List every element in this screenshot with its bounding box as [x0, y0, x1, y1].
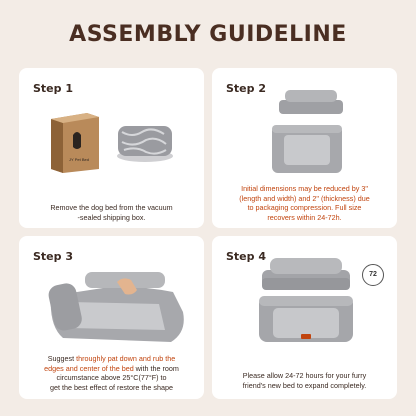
step-2-caption-line: (length and width) and 2" (thickness) due	[239, 193, 370, 203]
step-3-caption	[27, 354, 196, 392]
vacuum-sealed-bed-illustration	[114, 120, 176, 164]
step-1-caption-line: Remove the dog bed from the vacuum	[50, 203, 173, 212]
step-3-caption-line	[27, 364, 196, 374]
step-2-caption-line: recovers within 24-72h.	[267, 212, 342, 222]
step-3-caption-line	[27, 354, 196, 364]
timer-72h-icon: 72	[362, 264, 384, 286]
box-brand-text: JY Pet Bed	[69, 157, 89, 162]
step-3-caption-highlight: edges and center of the bed	[44, 363, 134, 373]
step-3-caption-text: with the room	[133, 363, 179, 373]
step-3-caption-text: Suggest	[47, 354, 77, 363]
expanded-bed-illustration	[270, 123, 344, 175]
step-3-caption-line: get the best effect of restore the shape	[50, 382, 173, 392]
bed-top-view-illustration	[257, 294, 355, 344]
step-4-caption-line: friend's new bed to expand completely.	[242, 380, 367, 390]
step-4-label: Step 4	[226, 250, 266, 263]
step-2-label: Step 2	[226, 82, 266, 95]
step-1-caption	[27, 203, 196, 222]
step-3-caption-line: circumstance above 25°C(77°F) to	[56, 373, 167, 383]
step-3-card	[19, 236, 204, 399]
step-4-card	[212, 236, 397, 399]
step-3-label: Step 3	[33, 250, 73, 263]
step-2-card	[212, 68, 397, 228]
step-2-caption	[220, 184, 389, 222]
step-3-caption-highlight: throughly pat down and rub the	[76, 354, 176, 363]
page-title: ASSEMBLY GUIDELINE	[69, 22, 347, 47]
hand-patting-bed-illustration	[47, 266, 187, 346]
shipping-box-illustration	[51, 113, 101, 173]
step-1-caption-line: -sealed shipping box.	[77, 212, 146, 222]
step-1-card	[19, 68, 204, 228]
step-1-label: Step 1	[33, 82, 73, 95]
compressed-bed-illustration	[277, 88, 345, 118]
step-4-caption-line: Please allow 24-72 hours for your furry	[242, 371, 367, 380]
bed-side-view-illustration	[260, 254, 352, 294]
step-2-caption-line: to packaging compression. Full size	[247, 203, 362, 213]
step-4-caption	[220, 371, 389, 390]
step-2-caption-line: Initial dimensions may be reduced by 3"	[241, 184, 368, 193]
